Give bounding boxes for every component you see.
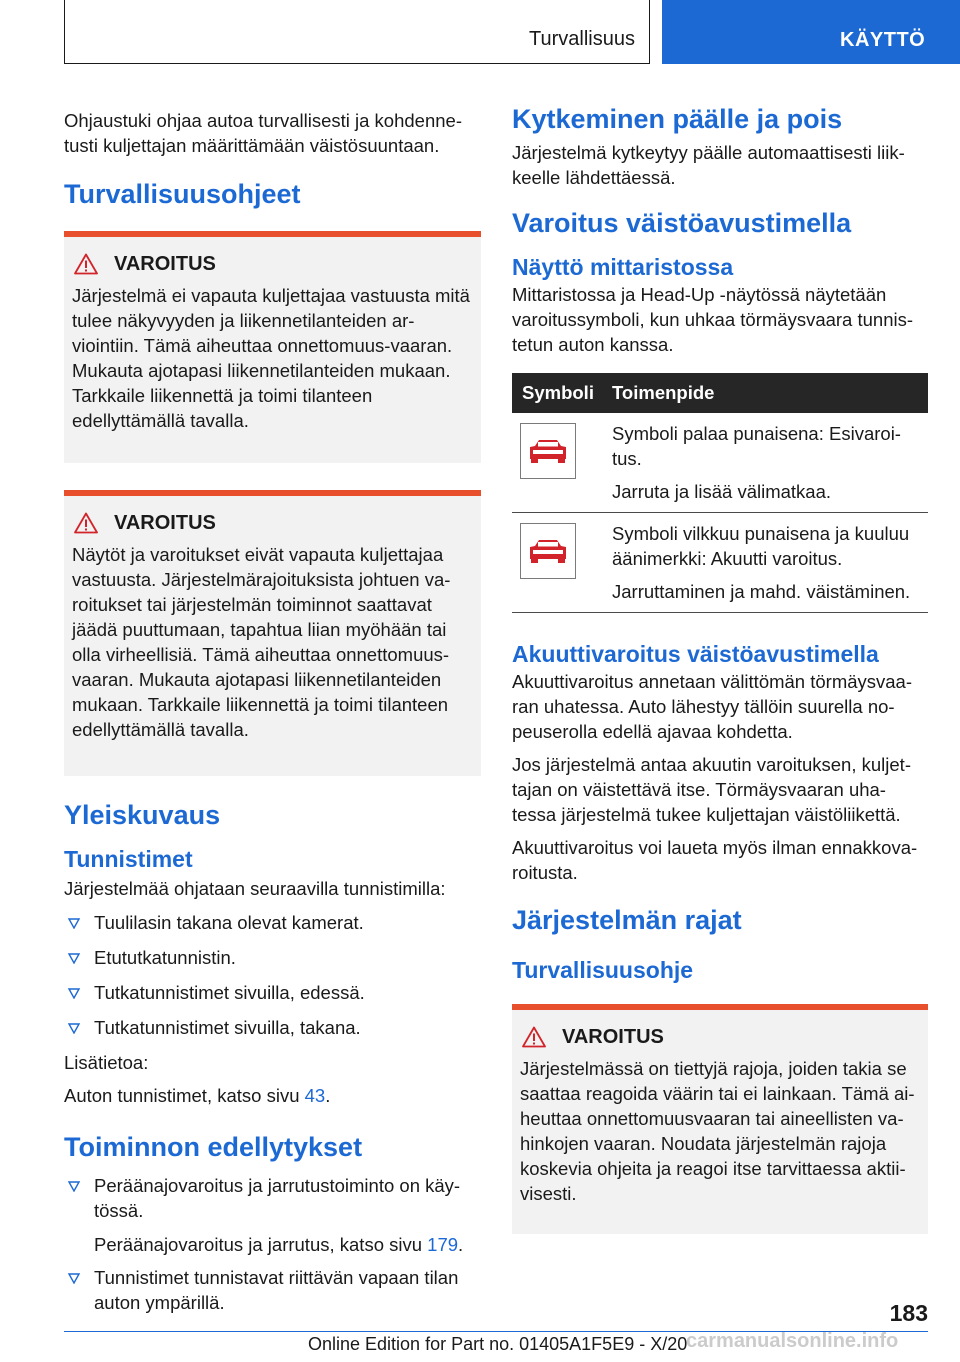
warning-box-1: [64, 231, 481, 463]
table-row: [512, 513, 928, 613]
sensor-item-1: Tuulilasin takana olevat kamerat.: [94, 912, 364, 933]
list-item: [64, 1015, 481, 1042]
list-item: [64, 910, 481, 937]
bullet-triangle-icon: [64, 1015, 94, 1042]
sensors-list: [64, 910, 481, 1042]
warning-title-1: [72, 251, 473, 277]
more-info-text: [64, 1083, 481, 1108]
prerequisites-heading: Toiminnon edellytykset: [64, 1132, 363, 1162]
table-header-symbol: Symboli: [512, 373, 612, 413]
row2-line2: Jarruttaminen ja mahd. väistäminen.: [612, 581, 911, 602]
safety-heading: Turvallisuusohjeet: [64, 179, 301, 209]
warning-title-3: [520, 1024, 920, 1050]
watermark: carmanualsonline.info: [686, 1330, 899, 1352]
prereq-text-1: Peräänajovaroitus ja jarrutustoiminto on käy‐tössä.: [94, 1175, 461, 1221]
intro-text: Ohjaustuki ohjaa autoa turvallisesti ja kohdenne‐tusti kuljettajan määrittämään väistösuuntaan.: [64, 110, 462, 156]
right-column: [512, 96, 928, 1234]
list-item: [64, 945, 481, 972]
overview-heading: Yleiskuvaus: [64, 800, 221, 830]
warning-box-3: [512, 1004, 928, 1234]
sensor-item-2: Etututkatunnistin.: [94, 947, 236, 968]
bullet-triangle-icon: [64, 1265, 94, 1315]
page-link-43[interactable]: 43: [304, 1085, 326, 1106]
table-cell-symbol: [512, 513, 612, 613]
list-item: [64, 1265, 481, 1315]
bullet-triangle-icon: [64, 1173, 94, 1257]
page-number: 183: [889, 1300, 928, 1326]
warning-triangle-icon: [522, 1026, 546, 1048]
more-info-label: Lisätietoa:: [64, 1052, 149, 1073]
warning-title-text-1: VAROITUS: [114, 252, 216, 275]
sensor-item-3: Tutkatunnistimet sivuilla, edessä.: [94, 982, 365, 1003]
list-item: [64, 1173, 481, 1257]
sensors-heading: Tunnistimet: [64, 846, 193, 872]
row1-line1: Symboli palaa punaisena: Esivaroi‐tus.: [612, 423, 901, 469]
symbol-table: [512, 373, 928, 613]
warning-title-text-3: VAROITUS: [562, 1025, 664, 1048]
table-header-action: Toimenpide: [612, 373, 928, 413]
table-row: [512, 413, 928, 513]
sensor-item-4: Tutkatunnistimet sivuilla, takana.: [94, 1017, 361, 1038]
footer-edition: Online Edition for Part no. 01405A1F5E9 - X/20: [308, 1334, 688, 1354]
bullet-triangle-icon: [64, 910, 94, 937]
more-info-prefix: Auton tunnistimet, katso sivu: [64, 1085, 305, 1106]
header-chapter-tab: [662, 0, 960, 64]
header-section-box: [64, 0, 650, 64]
display-text: Mittaristossa ja Head-Up -näytössä näytetään varoitussymboli, kun uhkaa törmäysvaara tunnis‐tetun auton kanssa.: [512, 284, 914, 355]
acute-paragraph-2: Jos järjestelmä antaa akuutin varoituksen, kuljet‐tajan on väistettävä itse. Törmäysvaaran uha‐tessa järjestelmä tukee kuljettajan väistöliikettä.: [512, 754, 911, 825]
prereq-item-1: [94, 1173, 481, 1257]
row1-line2: Jarruta ja lisää välimatkaa.: [612, 481, 832, 502]
prereq-subtext-1: [94, 1232, 481, 1257]
warning-title-2: [72, 510, 473, 536]
header-section-title: Turvallisuus: [529, 28, 635, 50]
acute-heading: Akuuttivaroitus väistöavustimella: [512, 641, 879, 667]
prereq-sub-prefix: Peräänajovaroitus ja jarrutus, katso sivu: [94, 1234, 428, 1255]
car-warning-icon: [520, 523, 576, 579]
acute-paragraph-1: Akuuttivaroitus annetaan välittömän törmäysvaa‐ran uhatessa. Auto lähestyy tällöin suurella no‐peuserolla edellä ajavaa kohdetta.: [512, 671, 913, 742]
bullet-triangle-icon: [64, 980, 94, 1007]
more-info-end: .: [325, 1085, 331, 1106]
list-item: [64, 980, 481, 1007]
car-warning-icon: [520, 423, 576, 479]
safety-note-heading: Turvallisuusohje: [512, 957, 694, 983]
on-off-text: Järjestelmä kytkeytyy päälle automaattisesti liik‐keelle lähdettäessä.: [512, 142, 905, 188]
prereq-text-2: Tunnistimet tunnistavat riittävän vapaan tilan auton ympärillä.: [94, 1267, 459, 1313]
warning-triangle-icon: [74, 253, 98, 275]
page-link-179[interactable]: 179: [427, 1234, 459, 1255]
table-cell-action: [612, 513, 928, 613]
display-heading: Näyttö mittaristossa: [512, 254, 734, 280]
row2-line1: Symboli vilkkuu punaisena ja kuuluu äänimerkki: Akuutti varoitus.: [612, 523, 910, 569]
bullet-triangle-icon: [64, 945, 94, 972]
warning-text-2: Näytöt ja varoitukset eivät vapauta kuljettajaa vastuusta. Järjestelmärajoituksista johtuen va‐roitukset tai järjestelmän toiminnot saattavat jäädä puuttumaan, tapahtua liian myöhään tai olla virheellisiä. Tämä aiheuttaa onnettomuus‐vaaran. Mukauta ajotapasi liikennetilanteiden mukaan. Tarkkaile liikennettä ja toimi tilanteen edellyttämällä tavalla.: [72, 544, 451, 740]
table-cell-symbol: [512, 413, 612, 513]
prereq-sub-end: .: [458, 1234, 464, 1255]
warning-title-text-2: VAROITUS: [114, 511, 216, 534]
warning-assist-heading: Varoitus väistöavustimella: [512, 208, 852, 238]
sensors-intro: Järjestelmää ohjataan seuraavilla tunnistimilla:: [64, 878, 446, 899]
table-cell-action: [612, 413, 928, 513]
warning-triangle-icon: [74, 512, 98, 534]
acute-paragraph-3: Akuuttivaroitus voi laueta myös ilman ennakkova‐roitusta.: [512, 837, 918, 883]
warning-text-3: Järjestelmässä on tiettyjä rajoja, joiden takia se saattaa reagoida väärin tai ei lainkaan. Tämä ai‐heuttaa onnettomuusvaaran tai aineellisten va‐hinkojen vaaran. Noudata järjestelmän rajoja koskevia ohjeita ja reagoi itse tarvittaessa aktii‐visesti.: [520, 1058, 915, 1204]
limits-heading: Järjestelmän rajat: [512, 905, 742, 935]
left-column: [64, 96, 481, 1315]
table-header-row: [512, 373, 928, 413]
warning-box-2: [64, 490, 481, 776]
warning-text-1: Järjestelmä ei vapauta kuljettajaa vastuusta mitä tulee näkyvyyden ja liikennetilanteiden ar‐viointiin. Tämä aiheuttaa onnettomuus‐vaaran. Mukauta ajotapasi liikennetilanteiden mukaan. Tarkkaile liikennettä ja toimi tilanteen edellyttämällä tavalla.: [72, 285, 470, 431]
header-chapter-title: KÄYTTÖ: [840, 29, 926, 51]
on-off-heading: Kytkeminen päälle ja pois: [512, 104, 843, 134]
